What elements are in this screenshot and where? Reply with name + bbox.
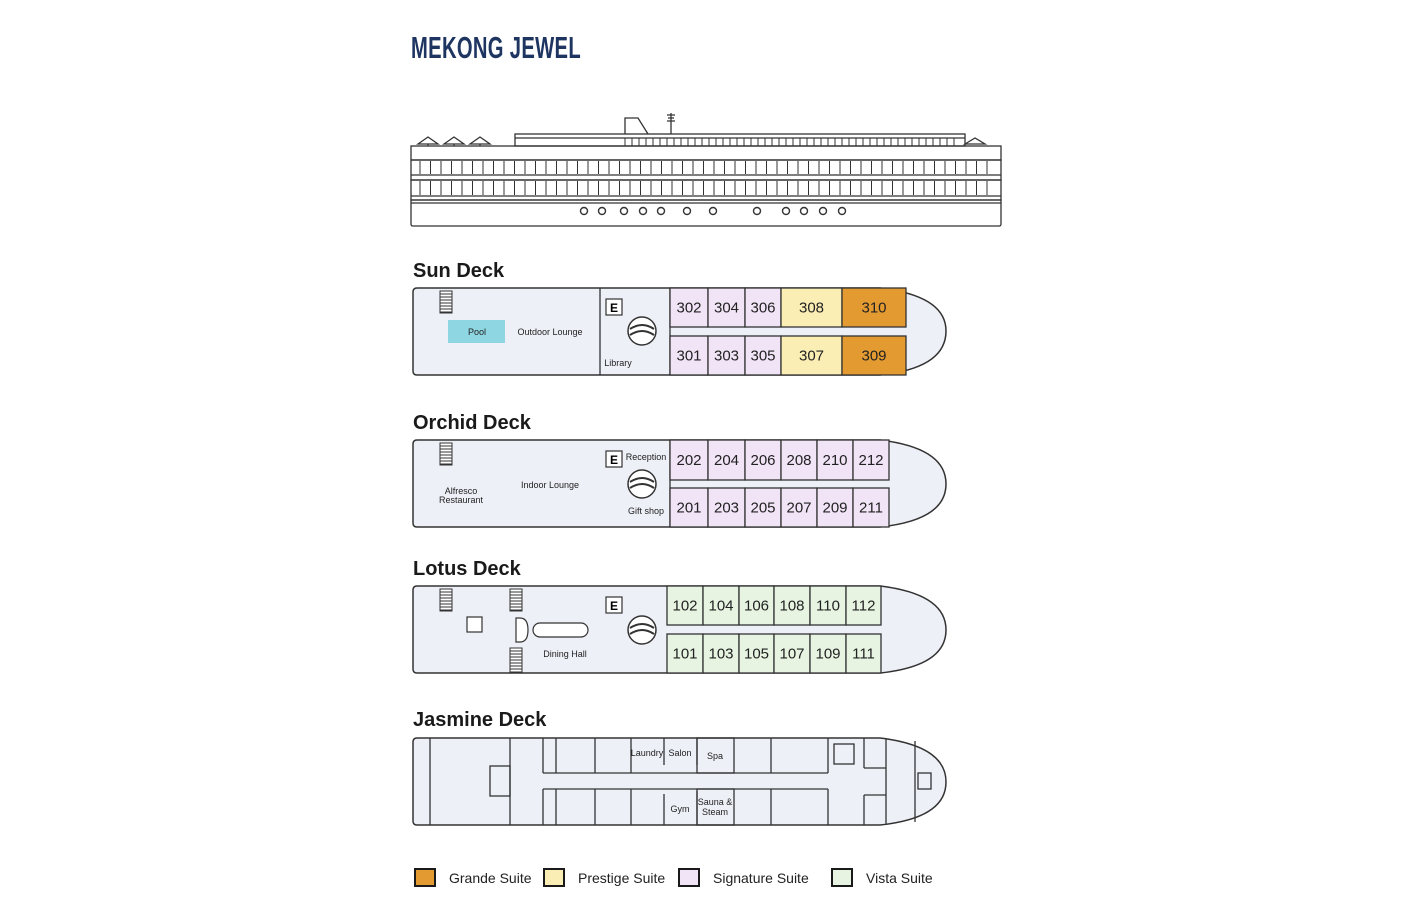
suite-legend (415, 869, 933, 886)
ship-portholes (581, 208, 846, 215)
cabin-number: 308 (798, 299, 825, 317)
cabin-number: 104 (708, 597, 734, 615)
porthole (801, 208, 808, 215)
porthole (820, 208, 827, 215)
cabin-number: 108 (779, 597, 805, 615)
legend-swatch-vista (832, 869, 852, 886)
legend-label: Vista Suite (866, 870, 933, 886)
cabin-number: 107 (779, 645, 805, 663)
cabin-number: 307 (798, 347, 825, 365)
cabin-number: 206 (750, 452, 776, 469)
elevator-label: E (609, 599, 619, 613)
cabin-number: 106 (743, 597, 770, 615)
pool-label: Pool (467, 327, 487, 337)
deck-title-lotus: Lotus Deck (413, 558, 521, 580)
cabin-number: 309 (861, 347, 887, 365)
cabin-number: 208 (786, 452, 812, 469)
spiral-staircase-icon (628, 470, 656, 498)
outdoor-lounge-label: Outdoor Lounge (517, 327, 583, 337)
sauna-label-line1: Sauna & (697, 797, 733, 807)
cabin-number: 202 (676, 452, 702, 469)
porthole (783, 208, 790, 215)
legend-swatch-signature (679, 869, 699, 886)
spiral-staircase-icon (628, 616, 656, 644)
porthole (754, 208, 761, 215)
stairs-icon (440, 291, 452, 313)
alfresco-label-line2: Restaurant (438, 495, 484, 505)
dining-hall-label: Dining Hall (543, 649, 587, 659)
orchid-deck-plan (413, 440, 946, 527)
cabin-number: 111 (852, 645, 875, 663)
salon-label: Salon (668, 748, 692, 758)
cabin-number: 112 (851, 597, 876, 615)
table-icon (467, 617, 482, 632)
library-label: Library (604, 358, 632, 368)
deck-title-orchid: Orchid Deck (413, 412, 531, 434)
buffet-counter-icon (516, 618, 528, 642)
lotus-deck-plan (413, 586, 946, 673)
cabin-number: 303 (713, 347, 740, 365)
porthole (581, 208, 588, 215)
ship-profile-illustration (411, 113, 1001, 226)
cabin-number: 205 (750, 499, 776, 517)
cabin-number: 103 (708, 645, 734, 663)
gym-label: Gym (670, 804, 690, 814)
porthole (640, 208, 647, 215)
porthole (621, 208, 628, 215)
porthole (599, 208, 606, 215)
cabin-number: 207 (786, 499, 812, 517)
legend-label: Grande Suite (449, 870, 532, 886)
cabin-number: 212 (858, 452, 884, 469)
cabin-number: 210 (822, 452, 848, 469)
cabin-number: 105 (743, 645, 770, 663)
jasmine-deck-plan (413, 738, 946, 825)
cabin-number: 101 (672, 645, 698, 663)
cabin-number: 306 (750, 299, 776, 317)
legend-label: Signature Suite (713, 870, 809, 886)
elevator-label: E (609, 453, 619, 467)
legend-swatch-prestige (544, 869, 564, 886)
indoor-lounge-label: Indoor Lounge (520, 480, 580, 490)
porthole (710, 208, 717, 215)
cabin-number: 211 (859, 499, 883, 517)
ship-title: MEKONG JEWEL (411, 30, 581, 65)
cabin-number: 304 (713, 299, 740, 317)
porthole (684, 208, 691, 215)
deck-title-jasmine: Jasmine Deck (413, 709, 547, 731)
cabin-number: 209 (822, 499, 848, 517)
cabin-number: 201 (676, 499, 702, 517)
deck-title-sun: Sun Deck (413, 260, 505, 282)
spiral-staircase-icon (628, 317, 656, 345)
porthole (839, 208, 846, 215)
cabin-number: 109 (815, 645, 841, 663)
legend-swatch-grande (415, 869, 435, 886)
cabin-number: 204 (713, 452, 740, 469)
legend-label: Prestige Suite (578, 870, 666, 886)
gift-shop-label: Gift shop (627, 506, 665, 516)
porthole (658, 208, 665, 215)
sun-deck-plan (413, 288, 946, 375)
cabin-number: 310 (861, 299, 887, 317)
laundry-label: Laundry (630, 748, 664, 758)
cabin-number: 110 (816, 597, 840, 615)
reception-label: Reception (625, 452, 667, 462)
cabin-number: 301 (676, 347, 702, 365)
cabin-number: 102 (672, 597, 698, 615)
alfresco-label-line1: Alfresco (444, 486, 478, 496)
bar-counter-icon (533, 623, 588, 637)
sauna-label-line2: Steam (701, 807, 729, 817)
spa-label: Spa (706, 751, 724, 761)
cabin-number: 305 (750, 347, 776, 365)
stairs-icon (440, 443, 452, 465)
cabin-number: 302 (676, 299, 702, 317)
cabin-number: 203 (713, 499, 740, 517)
elevator-label: E (609, 301, 619, 315)
